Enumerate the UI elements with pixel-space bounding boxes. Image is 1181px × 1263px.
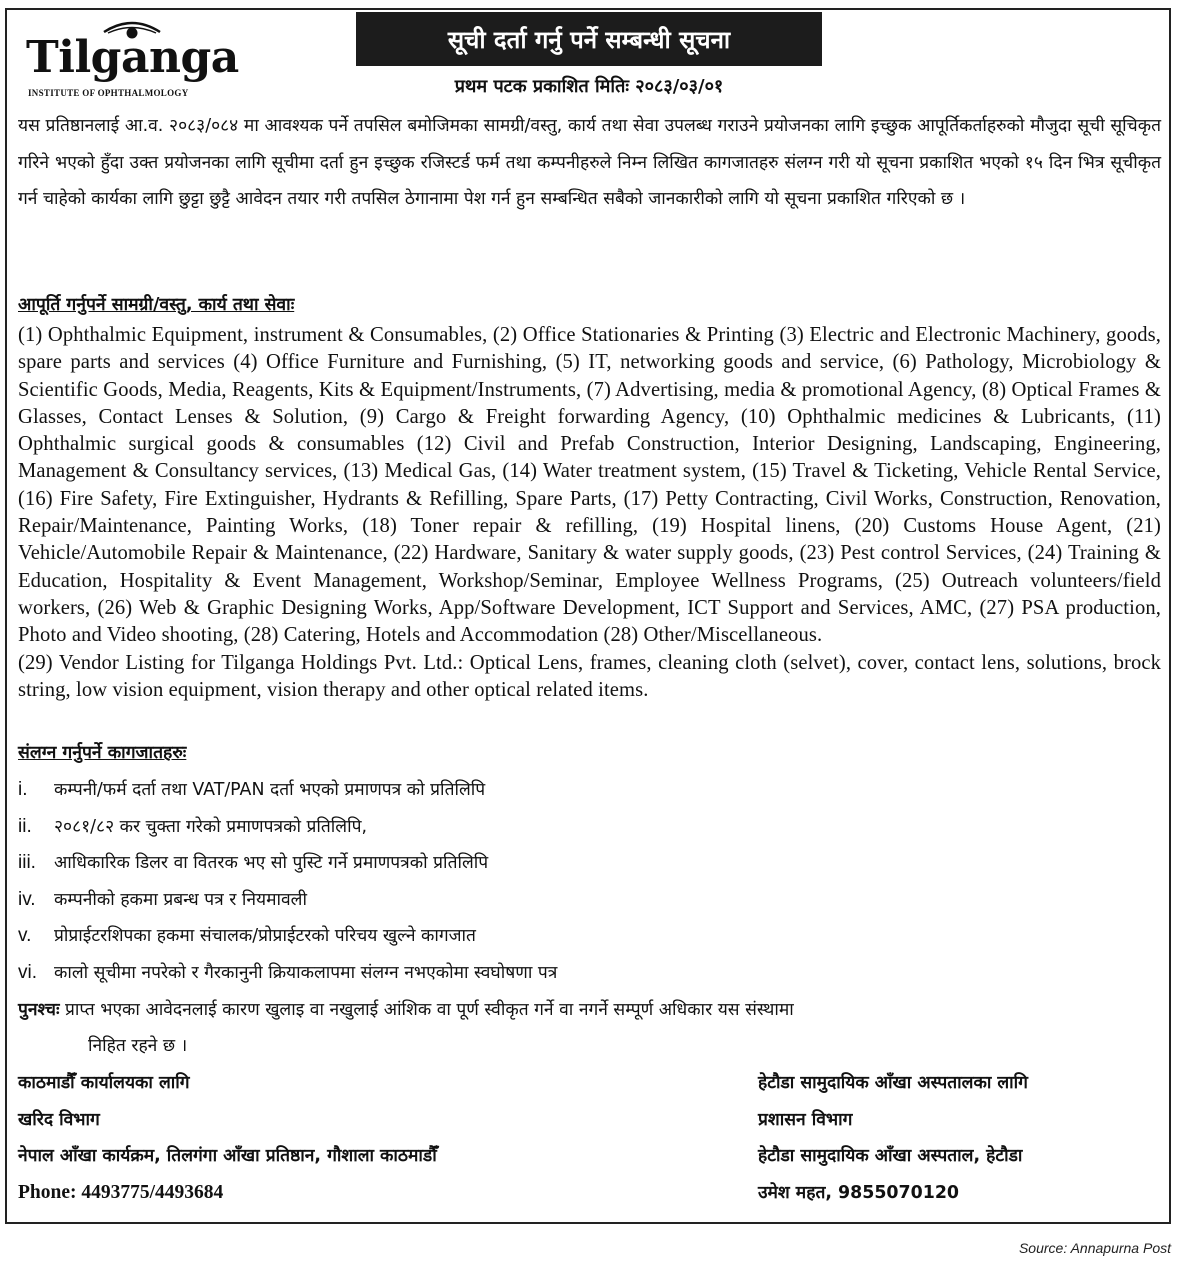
item-text: प्रोप्राईटरशिपका हकमा संचालक/प्रोप्राईटरको परिचय खुल्ने कागजात: [54, 926, 476, 946]
postscript: [18, 992, 1161, 1029]
postscript-continued: निहित रहने छ ।: [88, 1036, 188, 1056]
intro-paragraph: यस प्रतिष्ठानलाई आ.व. २०८३/०८४ मा आवश्यक पर्ने तपसिल बमोजिमका सामग्री/वस्तु, कार्य तथा सेवा उपलब्ध गराउने प्रयोजनका लागि इच्छुक आपूर्तिकर्ताहरुको मौजुदा सूची सूचिकृत गरिने भएको हुँदा उक्त प्रयोजनका लागि सूचीमा दर्ता हुन इच्छुक रजिस्टर्ड फर्म तथा कम्पनीहरुले निम्न लिखित कागजातहरु संलग्न गरी यो सूचना प्रकाशित भएको १५ दिन भित्र सूचीकृत गर्न चाहेको कार्यका लागि छुट्टा छुट्टै आवेदन तयार गरी तपसिल ठेगानामा पेश गर्न हुन सम्बन्धित सबैको जानकारीको लागि यो सूचना प्रकाशित गरिएको छ ।: [18, 116, 1161, 209]
address-line: नेपाल आँखा कार्यक्रम, तिलगंगा आँखा प्रतिष्ठान, गौशाला काठमाडौँ: [18, 1146, 437, 1166]
item-text: आधिकारिक डिलर वा वितरक भए सो पुस्टि गर्ने प्रमाणपत्रको प्रतिलिपि: [54, 853, 489, 873]
item-number: vi.: [18, 961, 37, 983]
documents-list: [18, 772, 1161, 991]
documents-heading: संलग्न गर्नुपर्ने कागजातहरुः: [18, 743, 187, 763]
phone-line: Phone: 4493775/4493684: [18, 1181, 224, 1203]
supply-heading: आपूर्ति गर्नुपर्ने सामग्री/वस्तु, कार्य तथा सेवाः: [18, 295, 295, 315]
item-number: ii.: [18, 815, 32, 837]
supply-paragraph: (1) Ophthalmic Equipment, instrument & Consumables, (2) Office Stationaries & Printing (3) Electric and Electronic Machinery, goods, spare parts and services (4) Office Furniture and Furnishing, (5) IT, networking goods and service, (6) Pathology, Microbiology & Scientific Goods, Media, Reagents, Kits & Equipment/Instruments, (7) Advertising, media & promotional Agency, (8) Optical Frames & Glasses, Contact Lenses & Solution, (9) Cargo & Freight forwarding Agency, (10) Ophthalmic medicines & Lubricants, (11) Ophthalmic surgical goods & consumables (12) Civil and Prefab Construction, Interior Designing, Landscaping, Engineering, Management & Consultancy services, (13) Medical Gas, (14) Water treatment system, (15) Travel & Ticketing, Vehicle Rental Service, (16) Fire Safety, Fire Extinguisher, Hydrants & Refilling, Spare Parts, (17) Petty Contracting, Civil Works, Construction, Renovation, Repair/Maintenance, Painting Works, (18) Toner repair & refilling, (19) Hospital linens, (20) Customs House Agent, (21) Vehicle/Automobile Repair & Maintenance, (22) Hardware, Sanitary & water supply goods, (23) Pest control Services, (24) Training & Education, Hospitality & Event Management, Workshop/Seminar, Employee Wellness Programs, (25) Outreach volunteers/field workers, (26) Web & Graphic Designing Works, App/Software Development, ICT Support and Services, AMC, (27) PSA production, Photo and Video shooting, (28) Catering, Hotels and Accommodation (28) Other/Miscellaneous.: [18, 324, 1161, 647]
item-text: कम्पनीको हकमा प्रबन्ध पत्र र नियमावली: [54, 889, 307, 910]
source-credit: Source: Annapurna Post: [1018, 1240, 1171, 1256]
address-line: हेटौडा सामुदायिक आँखा अस्पताल, हेटौडा: [758, 1146, 1023, 1166]
logo-wordmark: Tilganga: [26, 32, 239, 83]
list-item: [18, 882, 1161, 919]
vendor-listing-paragraph: (29) Vendor Listing for Tilganga Holdings Pvt. Ltd.: Optical Lens, frames, cleaning cloth (selvet), cover, contact lens, solutions, brock string, low vision equipment, vision therapy and other optical related items.: [18, 651, 1161, 701]
list-item: [18, 918, 1161, 955]
item-text: २०८१/८२ कर चुक्ता गरेको प्रमाणपत्रको प्रतिलिपि,: [54, 816, 367, 837]
publication-date: प्रथम पटक प्रकाशित मितिः २०८३/०३/०१: [454, 76, 724, 97]
list-item: [18, 809, 1161, 846]
item-number: iv.: [18, 888, 36, 910]
item-number: v.: [18, 925, 32, 946]
notice-title: सूची दर्ता गर्नु पर्ने सम्बन्धी सूचना: [356, 12, 822, 66]
item-text: कालो सूचीमा नपरेको र गैरकानुनी क्रियाकलापमा संलग्न नभएकोमा स्वघोषणा पत्र: [54, 962, 558, 983]
contact-line: उमेश महत, 9855070120: [758, 1182, 960, 1203]
office-line: काठमाडौँ कार्यालयका लागि: [18, 1073, 190, 1093]
list-item: [18, 772, 1161, 809]
department-line: खरिद विभाग: [18, 1109, 100, 1130]
postscript-label: पुनश्चः: [18, 1000, 60, 1020]
logo-subtitle: INSTITUTE OF OPHTHALMOLOGY: [28, 88, 189, 98]
office-line: हेटौडा सामुदायिक आँखा अस्पतालका लागि: [758, 1073, 1028, 1093]
kathmandu-office-contact: [18, 1065, 437, 1211]
item-number: i.: [18, 779, 28, 800]
item-text: कम्पनी/फर्म दर्ता तथा VAT/PAN दर्ता भएको प्रमाणपत्र को प्रतिलिपि: [54, 780, 486, 800]
item-number: iii.: [18, 852, 36, 873]
supply-list: [18, 322, 1161, 704]
list-item: [18, 845, 1161, 882]
postscript-text: प्राप्त भएका आवेदनलाई कारण खुलाइ वा नखुलाई आंशिक वा पूर्ण स्वीकृत गर्ने वा नगर्ने सम्पूर्ण अधिकार यस संस्थामा: [65, 1000, 794, 1020]
hetauda-office-contact: [758, 1065, 1028, 1211]
list-item: [18, 955, 1161, 992]
tilganga-logo: [26, 20, 239, 100]
department-line: प्रशासन विभाग: [758, 1109, 853, 1130]
